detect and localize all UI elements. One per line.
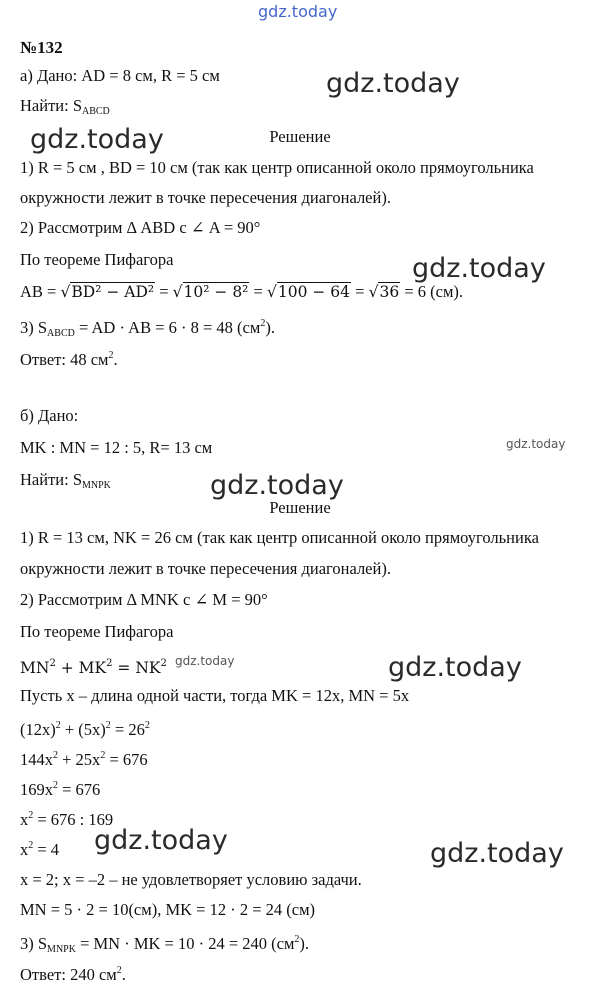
watermark: gdz.today bbox=[326, 68, 460, 99]
part-b-eq2: $144x^2 + 25x^2 = 676$ bbox=[20, 750, 148, 769]
part-a-step1-line2: окружности лежит в точке пересечения диагоналей). bbox=[20, 188, 391, 207]
watermark: gdz.today bbox=[30, 124, 164, 155]
part-b-pythagoras-equation: $MN^2 + MK^2 = NK^2$ bbox=[20, 658, 167, 677]
watermark: gdz.today bbox=[94, 825, 228, 856]
watermark: gdz.today bbox=[388, 652, 522, 683]
part-b-let-x: Пусть x – длина одной части, тогда MK = 12x, MN = 5x bbox=[20, 686, 410, 705]
watermark: gdz.today bbox=[210, 470, 344, 501]
part-a-ab-formula: AB = √BD² − AD² = √10² − 8² = √100 − 64 = √36 = 6 (см). bbox=[20, 282, 464, 301]
part-b-find: Найти: $S_{MNPK}$ bbox=[20, 470, 111, 491]
watermark: gdz.today bbox=[412, 253, 546, 284]
watermark: gdz.today bbox=[175, 654, 235, 668]
watermark-top: gdz.today bbox=[258, 2, 338, 21]
part-b-step1-line1: 1) R = 13 см, NK = 26 см (так как центр описанной около прямоугольника bbox=[20, 528, 539, 547]
part-b-solution-heading: Решение bbox=[269, 498, 331, 517]
part-a-step3: 3) $S_{ABCD}$ = AD · AB = 6 · 8 = 48 $(см^2)$. bbox=[20, 318, 275, 339]
part-b-answer: Ответ: 240 $см^2$. bbox=[20, 965, 126, 984]
watermark: gdz.today bbox=[430, 838, 564, 869]
part-b-step3: 3) $S_{MNPK}$ = MN · MK = 10 · 24 = 240 $(см^2)$. bbox=[20, 934, 310, 955]
part-b-given: б) Дано: bbox=[20, 406, 79, 425]
part-a-step2: 2) Рассмотрим Δ ABD с ∠ A = 90° bbox=[20, 218, 261, 237]
part-a-solution-heading: Решение bbox=[269, 127, 331, 146]
part-a-pythagoras: По теореме Пифагора bbox=[20, 250, 174, 269]
part-b-sides: MN = 5 · 2 = 10(см), MK = 12 · 2 = 24 (см) bbox=[20, 900, 316, 919]
part-b-eq1: $(12x)^2 + (5x)^2 = 26^2$ bbox=[20, 720, 150, 739]
watermark: gdz.today bbox=[506, 437, 566, 451]
part-b-eq3: $169x^2 = 676$ bbox=[20, 780, 101, 799]
part-a-step1-line1: 1) R = 5 см , BD = 10 см (так как центр описанной около прямоугольника bbox=[20, 158, 534, 177]
part-a-answer: Ответ: 48 $см^2$. bbox=[20, 350, 118, 369]
part-a-find: Найти: $S_{ABCD}$ bbox=[20, 96, 110, 117]
problem-number: №132 bbox=[20, 38, 63, 57]
part-b-pythagoras: По теореме Пифагора bbox=[20, 622, 174, 641]
part-b-step2: 2) Рассмотрим Δ MNK с ∠ M = 90° bbox=[20, 590, 268, 609]
part-a-given: а) Дано: AD = 8 см, R = 5 см bbox=[20, 66, 220, 85]
part-b-step1-line2: окружности лежит в точке пересечения диагоналей). bbox=[20, 559, 391, 578]
part-b-ratio: MK : MN = 12 : 5, R= 13 см bbox=[20, 438, 213, 457]
part-b-eq4: $x^2 = 676$ : 169 bbox=[20, 810, 114, 829]
part-b-roots: x = 2; x = –2 – не удовлетворяет условию задачи. bbox=[20, 870, 362, 889]
part-b-eq5: $x^2 = 4$ bbox=[20, 840, 60, 859]
